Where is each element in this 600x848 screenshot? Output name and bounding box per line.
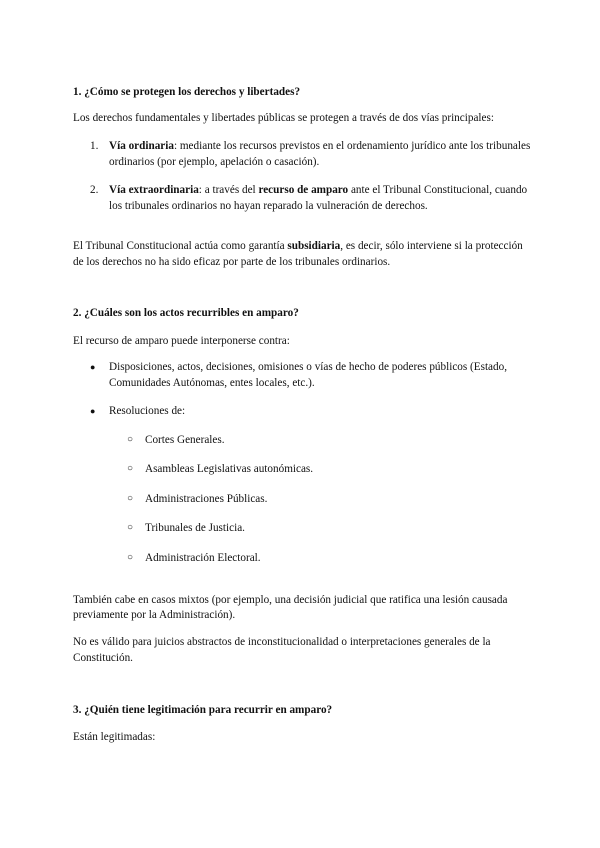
- bullet-icon: ●: [90, 406, 96, 416]
- paragraph-line: [73, 238, 523, 254]
- sub-list-item: Tribunales de Justicia.: [145, 522, 245, 534]
- section-3-intro: Están legitimadas:: [73, 731, 156, 743]
- section-1-heading: 1. ¿Cómo se protegen los derechos y libertades?: [73, 86, 301, 98]
- paragraph-line: previamente por la Administración).: [73, 609, 236, 621]
- paragraph-line: No es válido para juicios abstractos de inconstitucionalidad o interpretaciones generales de la: [73, 636, 491, 648]
- bold-term: recurso de amparo: [258, 184, 349, 196]
- paragraph-text: El Tribunal Constitucional actúa como garantía: [73, 240, 288, 252]
- bullet-item-line: Disposiciones, actos, decisiones, omisiones o vías de hecho de poderes públicos (Estado,: [109, 361, 508, 373]
- list-item-line: [109, 182, 527, 198]
- paragraph-line: de los derechos no ha sido eficaz por parte de los tribunales ordinarios.: [73, 256, 391, 268]
- bullet-item-line: Resoluciones de:: [109, 405, 186, 417]
- circle-bullet-icon: ○: [127, 552, 134, 563]
- circle-bullet-icon: ○: [127, 493, 134, 504]
- list-item-text: ante el Tribunal Constitucional, cuando: [348, 184, 528, 196]
- list-number: 2.: [90, 184, 99, 196]
- sub-list-item: Administraciones Públicas.: [145, 493, 268, 505]
- paragraph-line: También cabe en casos mixtos (por ejemplo, una decisión judicial que ratifica una lesión causada: [73, 594, 508, 606]
- bold-term: subsidiaria: [287, 240, 341, 252]
- section-2-intro: El recurso de amparo puede interponerse contra:: [73, 335, 290, 347]
- paragraph-text: , es decir, sólo interviene si la protección: [340, 240, 523, 252]
- list-item-text: : a través del: [198, 184, 259, 196]
- section-3-heading: 3. ¿Quién tiene legitimación para recurrir en amparo?: [73, 704, 333, 716]
- section-2-heading: 2. ¿Cuáles son los actos recurribles en amparo?: [73, 307, 299, 319]
- circle-bullet-icon: ○: [127, 522, 134, 533]
- bold-term: Vía ordinaria: [109, 140, 174, 152]
- bullet-item-line: Comunidades Autónomas, entes locales, etc.).: [109, 377, 315, 389]
- sub-list-item: Administración Electoral.: [145, 552, 261, 564]
- section-1-intro: Los derechos fundamentales y libertades públicas se protegen a través de dos vías principales:: [73, 112, 494, 124]
- list-item-line: [109, 138, 530, 154]
- bold-term: Vía extraordinaria: [109, 184, 199, 196]
- list-item-line: ordinarios (por ejemplo, apelación o casación).: [109, 156, 320, 168]
- list-item-text: : mediante los recursos previstos en el ordenamiento jurídico ante los tribunales: [173, 140, 531, 152]
- circle-bullet-icon: ○: [127, 463, 134, 474]
- sub-list-item: Cortes Generales.: [145, 434, 225, 446]
- bullet-icon: ●: [90, 362, 96, 372]
- list-number: 1.: [90, 140, 99, 152]
- paragraph-line: Constitución.: [73, 652, 133, 664]
- sub-list-item: Asambleas Legislativas autonómicas.: [145, 463, 314, 475]
- circle-bullet-icon: ○: [127, 434, 134, 445]
- list-item-line: los tribunales ordinarios no hayan reparado la vulneración de derechos.: [109, 200, 428, 212]
